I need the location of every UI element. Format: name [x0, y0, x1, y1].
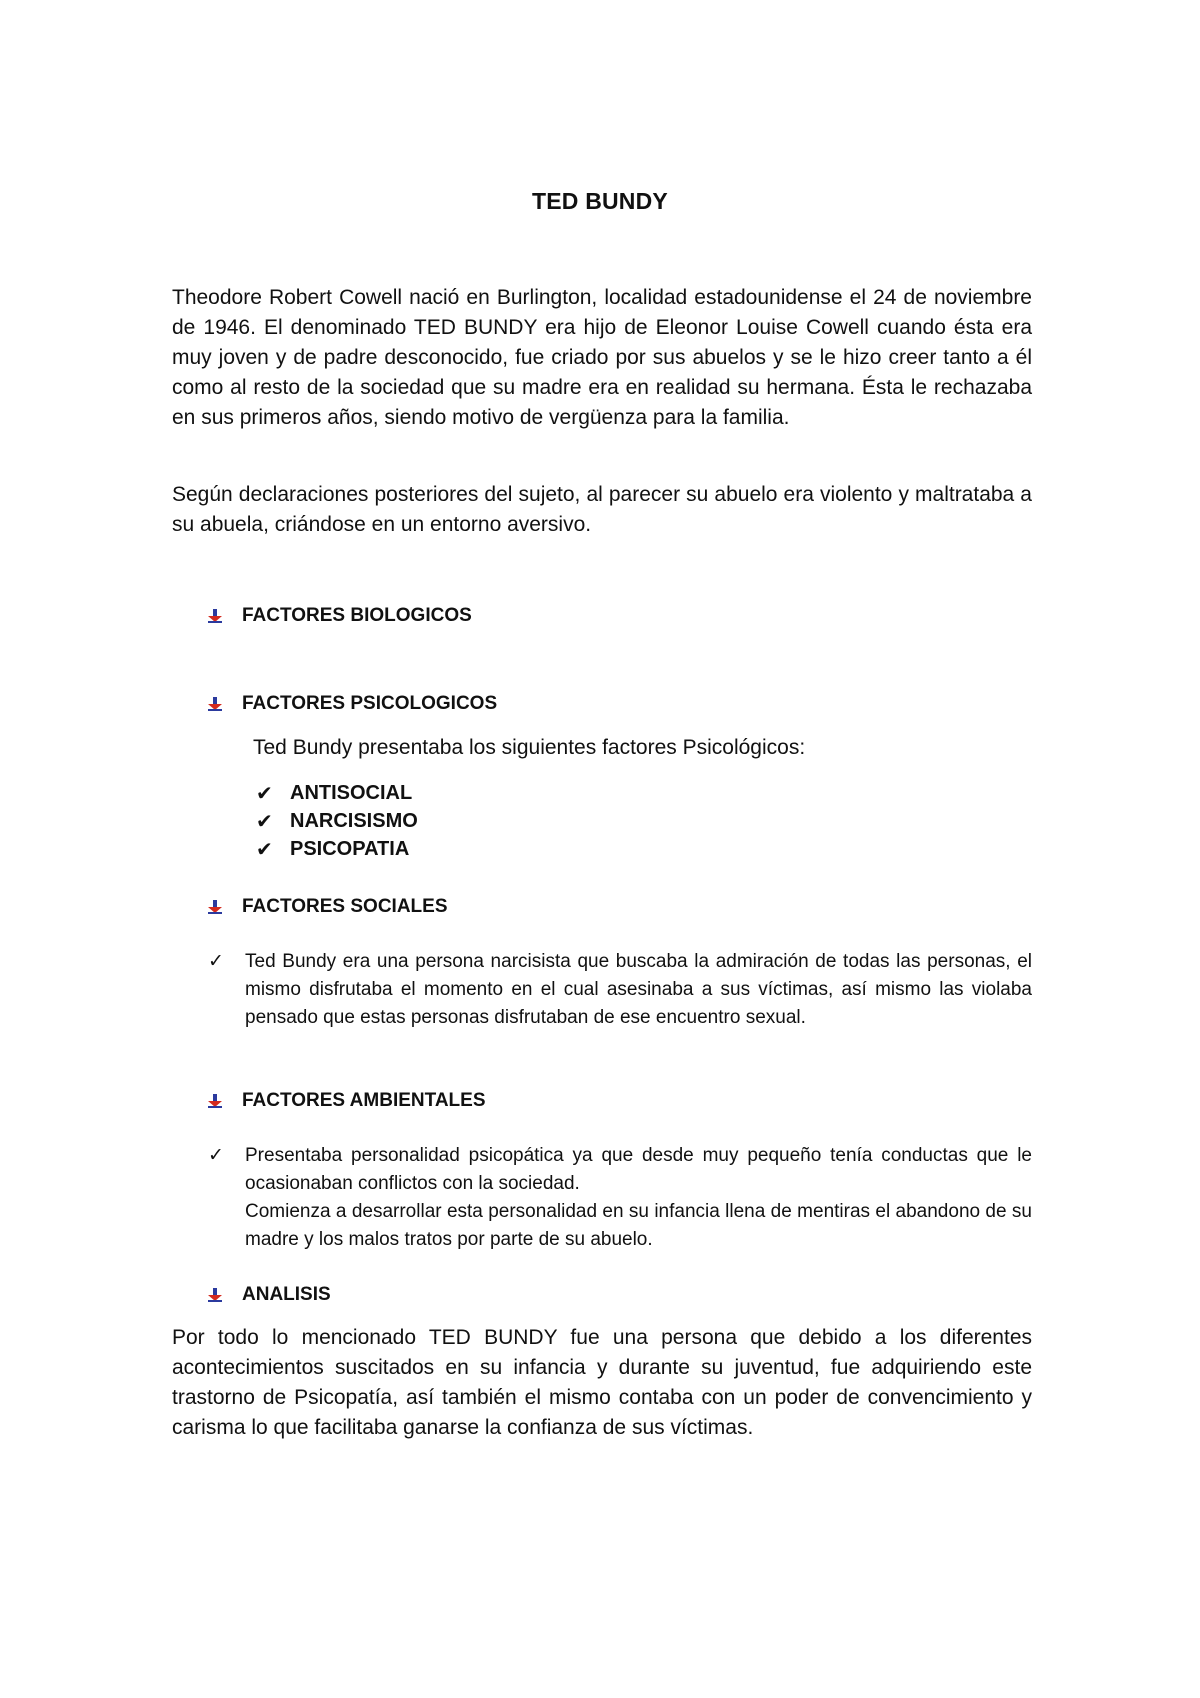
sociales-checked-paragraph: [208, 948, 1032, 1032]
section-heading-label: FACTORES AMBIENTALES: [242, 1090, 486, 1111]
ambientales-checked-paragraph: [208, 1142, 1032, 1254]
checkmark-icon: ✓: [208, 1145, 224, 1166]
list-item-label: PSICOPATIA: [290, 837, 410, 860]
arrow-bullet-icon: [208, 1094, 222, 1108]
psicologicos-checklist: [256, 779, 418, 863]
list-item: [256, 835, 418, 863]
ambientales-text-2: Comienza a desarrollar esta personalidad en su infancia llena de mentiras el abandono de su madre y los malos tratos por parte de su abuelo.: [245, 1201, 1032, 1250]
arrow-bullet-icon: [208, 1288, 222, 1302]
sociales-text: Ted Bundy era una persona narcisista que buscaba la admiración de todas las personas, el mismo disfrutaba el momento en el cual asesinaba a sus víctimas, así mismo las violaba pensado que estas personas disfrutaban de ese encuentro sexual.: [245, 951, 1032, 1028]
checkmark-icon: ✔: [256, 810, 273, 833]
section-heading-sociales: [208, 895, 448, 919]
intro-paragraph-1: Theodore Robert Cowell nació en Burlington, localidad estadounidense el 24 de noviembre de 1946. El denominado TED BUNDY era hijo de Eleonor Louise Cowell cuando ésta era muy joven y de padre desconocido, fue criado por sus abuelos y se le hizo creer tanto a él como al resto de la sociedad que su madre era en realidad su hermana. Ésta le rechazaba en sus primeros años, siendo motivo de vergüenza para la familia.: [172, 286, 1032, 429]
checkmark-icon: ✔: [256, 838, 273, 861]
list-item: [256, 779, 418, 807]
document-title: TED BUNDY: [532, 188, 668, 214]
list-item-label: ANTISOCIAL: [290, 781, 413, 804]
section-heading-ambientales: [208, 1089, 486, 1113]
section-heading-label: FACTORES BIOLOGICOS: [242, 605, 472, 626]
psicologicos-intro: Ted Bundy presentaba los siguientes factores Psicológicos:: [253, 736, 806, 759]
list-item: [256, 807, 418, 835]
arrow-bullet-icon: [208, 697, 222, 711]
section-heading-label: FACTORES PSICOLOGICOS: [242, 693, 498, 714]
checkmark-icon: ✔: [256, 782, 273, 805]
analisis-paragraph: Por todo lo mencionado TED BUNDY fue una persona que debido a los diferentes acontecimientos suscitados en su infancia y durante su juventud, fue adquiriendo este trastorno de Psicopatía, así también el mismo contaba con un poder de convencimiento y carisma lo que facilitaba ganarse la confianza de sus víctimas.: [172, 1326, 1032, 1439]
checkmark-icon: ✓: [208, 951, 224, 972]
arrow-bullet-icon: [208, 900, 222, 914]
section-heading-label: FACTORES SOCIALES: [242, 896, 448, 917]
ambientales-text-1: Presentaba personalidad psicopática ya que desde muy pequeño tenía conductas que le ocasionaban conflictos con la sociedad.: [245, 1145, 1032, 1194]
section-heading-biologicos: [208, 604, 472, 628]
section-heading-analisis: [208, 1283, 331, 1307]
section-heading-label: ANALISIS: [242, 1284, 331, 1305]
intro-paragraph-2: Según declaraciones posteriores del sujeto, al parecer su abuelo era violento y maltrataba a su abuela, criándose en un entorno aversivo.: [172, 483, 1032, 536]
section-heading-psicologicos: [208, 692, 497, 716]
arrow-bullet-icon: [208, 609, 222, 623]
list-item-label: NARCISISMO: [290, 809, 418, 832]
